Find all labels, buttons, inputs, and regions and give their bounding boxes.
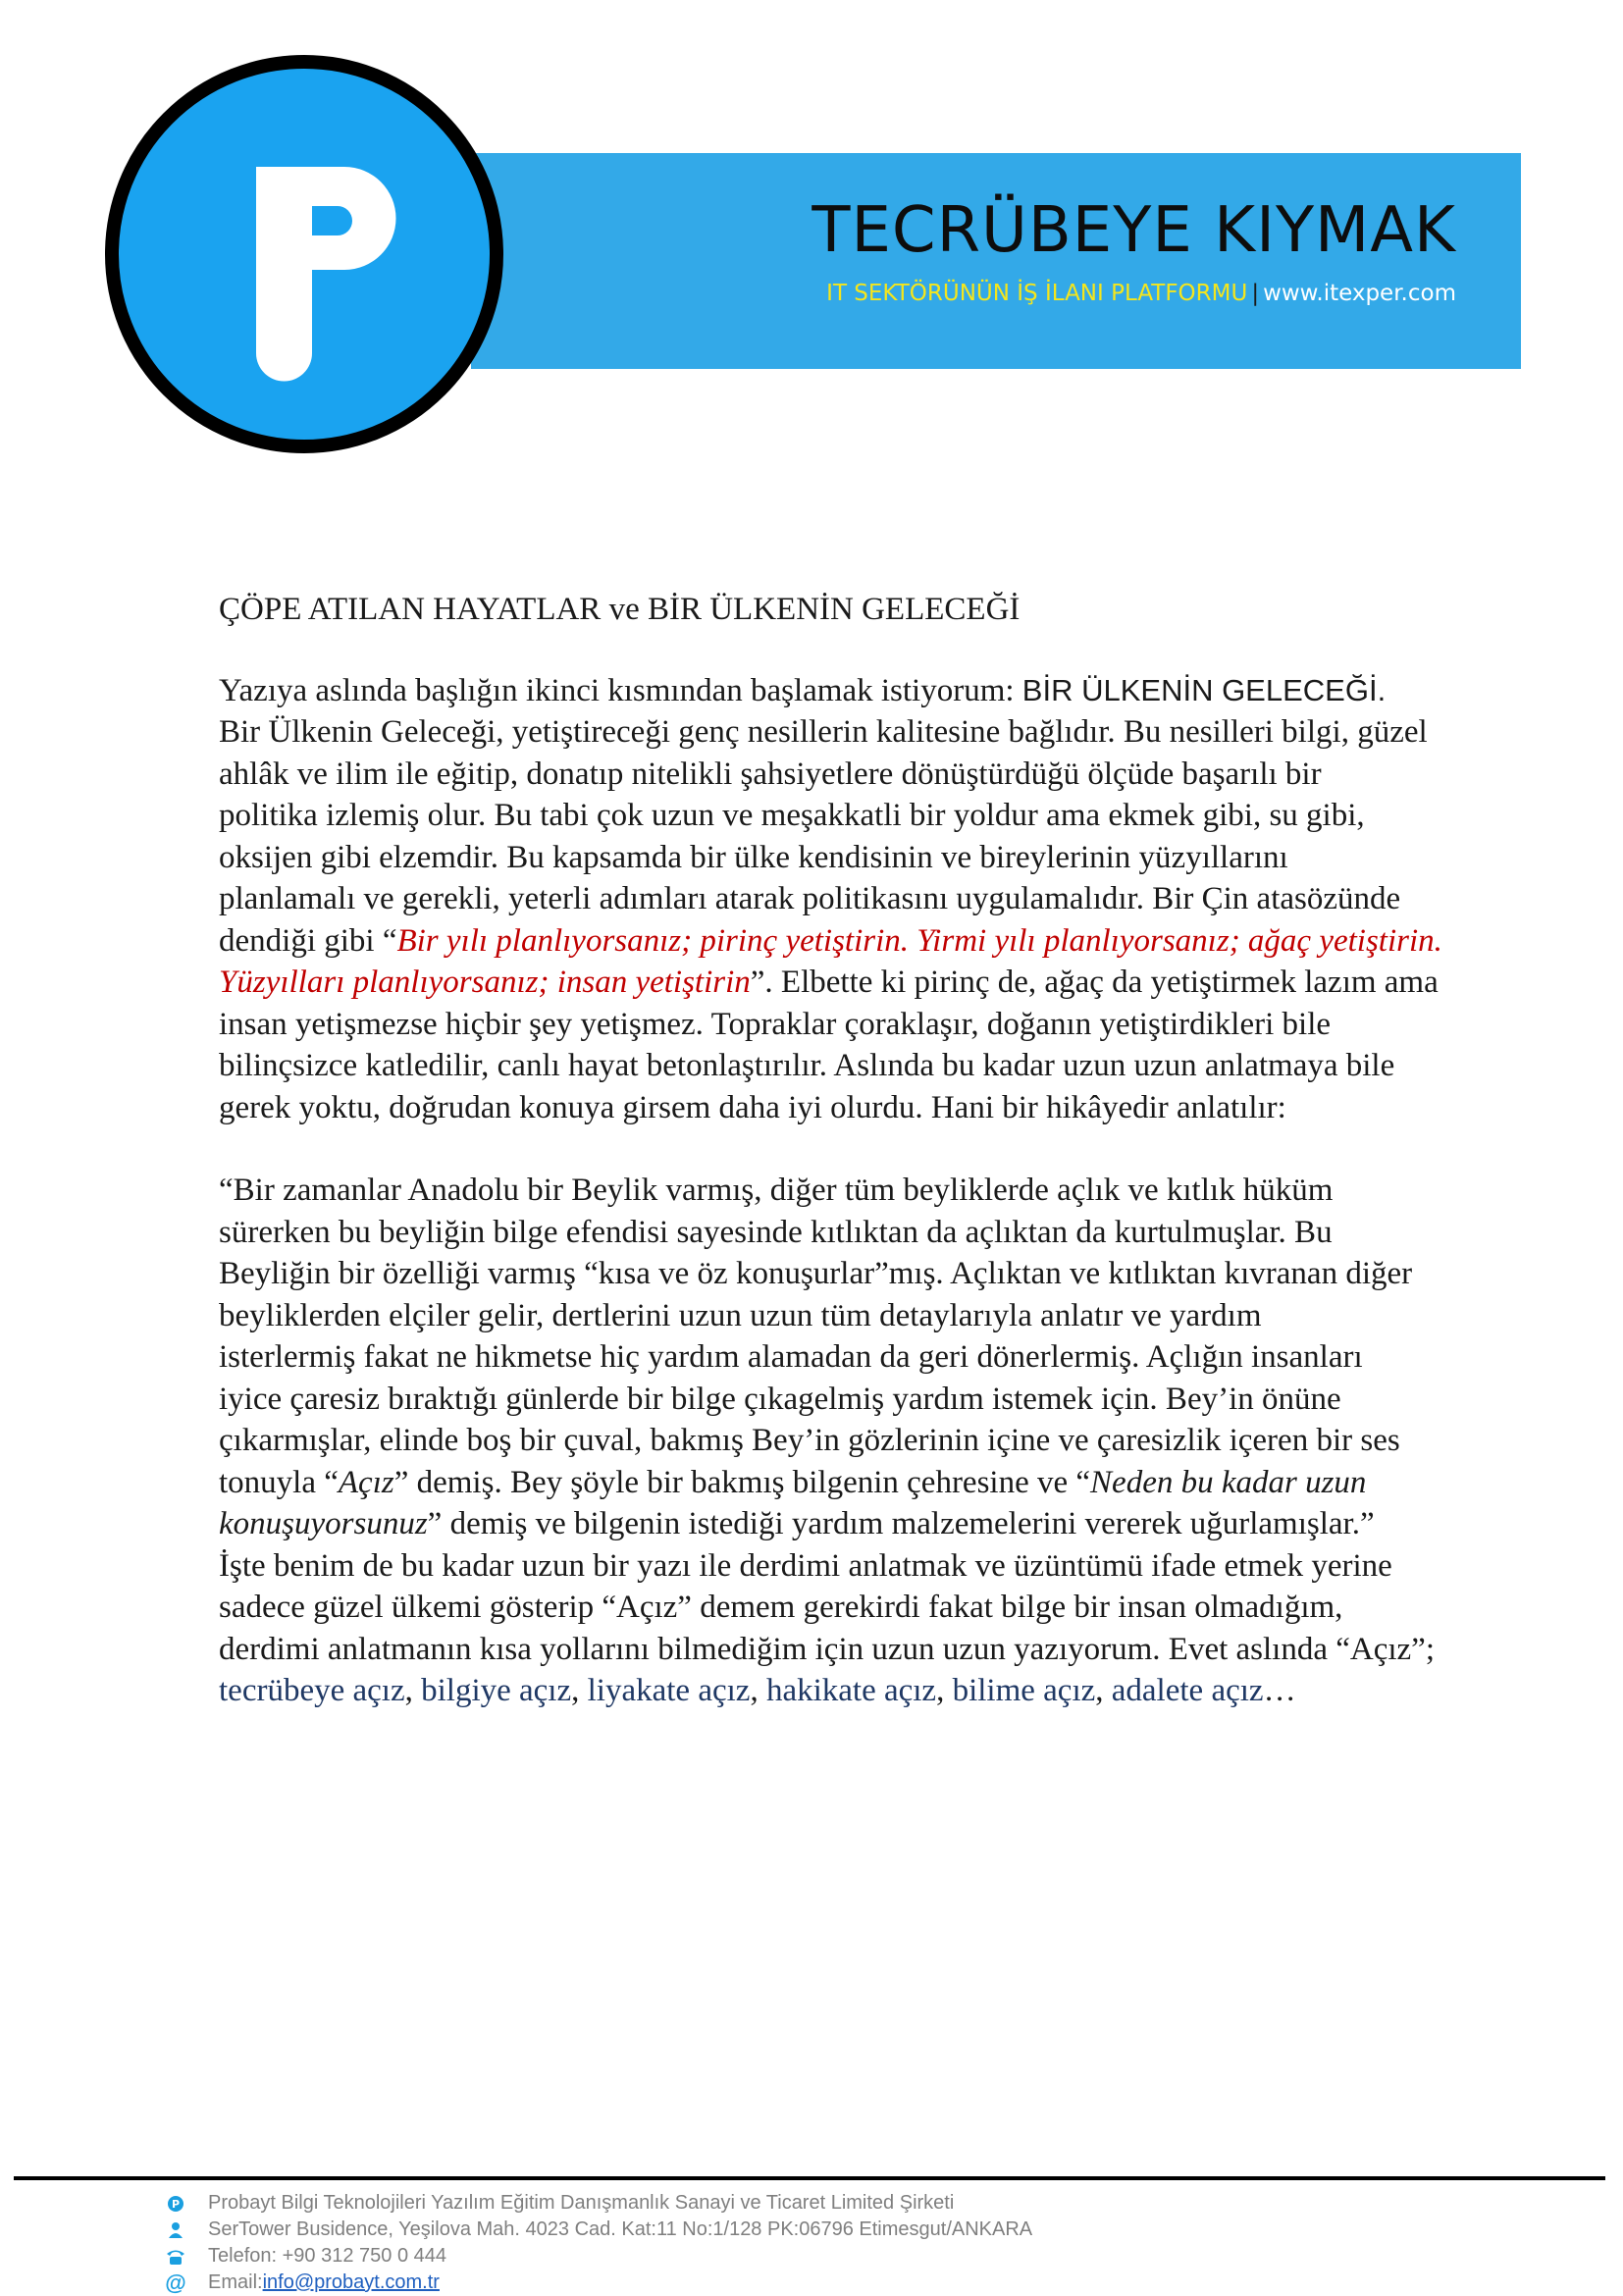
text-line: ahlâk ve ilim ile eğitip, donatıp nitelikli şahsiyetlere dönüştürdüğü ölçüde başarılı bir xyxy=(219,756,1322,792)
footer-phone: Telefon: +90 312 750 0 444 xyxy=(208,2245,446,2267)
text-line: oksijen gibi elzemdir. Bu kapsamda bir ülke kendisinin ve bireylerinin yüzyıllarını xyxy=(219,839,1288,875)
heading-reference: BİR ÜLKENİN GELECEĞİ. xyxy=(1021,672,1387,707)
text-line: beyliklerden elçiler gelir, dertlerini uzun uzun tüm detaylarıyla anlatır ve yardım xyxy=(219,1297,1262,1333)
svg-text:P: P xyxy=(171,2197,181,2211)
header-separator: | xyxy=(1251,281,1260,306)
closing-line: tecrübeye açız, bilgiye açız, liyakate açız, hakikate açız, bilime açız, adalete açız… xyxy=(219,1673,1296,1708)
header-url[interactable]: www.itexper.com xyxy=(1263,281,1456,306)
footer-address-row xyxy=(165,2217,1440,2243)
footer-company-row xyxy=(165,2190,1440,2217)
closing-phrase: bilgiye açız xyxy=(421,1673,572,1708)
text-line: iyice çaresiz bıraktığı günlerde bir bilge çıkagelmiş yardım istemek için. Bey’in önüne xyxy=(219,1381,1341,1417)
location-person-icon xyxy=(165,2219,186,2241)
text-line: Bir Ülkenin Geleceği, yetiştireceği genç nesillerin kalitesine bağlıdır. Bu nesilleri bilgi, güzel xyxy=(219,714,1428,750)
footer-company: Probayt Bilgi Teknolojileri Yazılım Eğitim Danışmanlık Sanayi ve Ticaret Limited Şirketi xyxy=(208,2192,955,2214)
text-line: konuşuyorsunuz” demiş ve bilgenin istediği yardım malzemelerini vererek uğurlamışlar.” xyxy=(219,1506,1375,1541)
text-line: derdimi anlatmanın kısa yollarını bilmediğim için uzun uzun yazıyorum. Evet aslında “Açız”; xyxy=(219,1631,1435,1667)
text-line: çıkarmışlar, elinde boş bir çuval, bakmış Bey’in gözlerinin içine ve çaresizlik içeren bir ses xyxy=(219,1423,1400,1458)
header-subtitle: IT SEKTÖRÜNÜN İŞ İLANI PLATFORMU xyxy=(826,281,1248,306)
italic-word: Açız xyxy=(338,1464,394,1500)
closing-phrase: tecrübeye açız xyxy=(219,1673,405,1708)
text-line: planlamalı ve gerekli, yeterli adımları atarak politikasını uygulamalıdır. Bir Çin atasözünde xyxy=(219,881,1401,916)
text-line: dendiği gibi “Bir yılı planlıyorsanız; pirinç yetiştirin. Yirmi yılı planlıyorsanız; ağaç yetiştirin. xyxy=(219,922,1442,959)
text-line: bilinçsizce katledilir, canlı hayat betonlaştırılır. Aslında bu kadar uzun uzun anlatmaya bile xyxy=(219,1048,1395,1083)
closing-phrase: bilime açız xyxy=(952,1673,1096,1708)
closing-phrase: adalete açız xyxy=(1111,1673,1264,1708)
document-body xyxy=(219,589,1514,1753)
text-line: Yazıya aslında başlığın ikinci kısmından başlamak istiyorum: BİR ÜLKENİN GELECEĞİ. xyxy=(219,672,1387,708)
footer-email-link[interactable]: info@probayt.com.tr xyxy=(262,2271,440,2293)
footer-divider xyxy=(14,2176,1605,2180)
header-subtitle-line xyxy=(826,281,1456,306)
italic-quote: Neden bu kadar uzun xyxy=(1090,1464,1367,1500)
paragraph-story xyxy=(219,1170,1514,1712)
text-line: sadece güzel ülkemi gösterip “Açız” demem gerekirdi fakat bilge bir insan olmadığım, xyxy=(219,1590,1343,1625)
logo xyxy=(104,54,504,454)
proverb-quote: Yüzyılları planlıyorsanız; insan yetiştirin xyxy=(219,965,751,1000)
text-line: gerek yoktu, doğrudan konuya girsem daha iyi olurdu. Hani bir hikâyedir anlatılır: xyxy=(219,1089,1286,1125)
footer-address: SerTower Busidence, Yeşilova Mah. 4023 Cad. Kat:11 No:1/128 PK:06796 Etimesgut/ANKARA xyxy=(208,2218,1033,2240)
at-sign-icon: @ xyxy=(165,2270,186,2295)
footer-email-label: Email: xyxy=(208,2271,263,2293)
text-line: isterlermiş fakat ne hikmetse hiç yardım alamadan da geri dönerlermiş. Açlığın insanları xyxy=(219,1339,1363,1375)
italic-quote: konuşuyorsunuz xyxy=(219,1506,428,1541)
document-title: ÇÖPE ATILAN HAYATLAR ve BİR ÜLKENİN GELECEĞİ xyxy=(219,592,1021,627)
footer xyxy=(165,2190,1440,2296)
proverb-quote: Bir yılı planlıyorsanız; pirinç yetiştirin. Yirmi yılı planlıyorsanız; ağaç yetiştirin. xyxy=(396,922,1442,959)
text-line: insan yetişmezse hiçbir şey yetişmez. Topraklar çoraklaşır, doğanın yetiştirdikleri bile xyxy=(219,1006,1332,1042)
text-line: politika izlemiş olur. Bu tabi çok uzun ve meşakkatli bir yoldur ama ekmek gibi, su gibi, xyxy=(219,798,1365,833)
probayt-logo-icon xyxy=(165,2193,186,2215)
text-line: Yüzyılları planlıyorsanız; insan yetiştirin”. Elbette ki pirinç de, ağaç da yetiştirmek lazım ama xyxy=(219,965,1439,1000)
text-line: “Bir zamanlar Anadolu bir Beylik varmış, diğer tüm beyliklerde açlık ve kıtlık hüküm xyxy=(219,1173,1334,1208)
text-line: Beyliğin bir özelliği varmış “kısa ve öz konuşurlar”mış. Açlıktan ve kıtlıktan kıvranan diğer xyxy=(219,1256,1413,1291)
paragraph-intro xyxy=(219,670,1514,1129)
footer-phone-row xyxy=(165,2243,1440,2270)
text-line: İşte benim de bu kadar uzun bir yazı ile derdimi anlatmak ve üzüntümü ifade etmek yerine xyxy=(219,1547,1392,1584)
phone-icon xyxy=(165,2246,186,2268)
closing-phrase: hakikate açız xyxy=(765,1673,937,1708)
footer-email-row xyxy=(165,2270,1440,2296)
header-banner xyxy=(471,153,1521,369)
text-line: tonuyla “Açız” demiş. Bey şöyle bir bakmış bilgenin çehresine ve “Neden bu kadar uzun xyxy=(219,1464,1367,1500)
closing-phrase: liyakate açız xyxy=(587,1673,751,1708)
header-title: TECRÜBEYE KIYMAK xyxy=(812,194,1456,267)
text-line: sürerken bu beyliğin bilge efendisi sayesinde kıtlıktan da açlıktan da kurtulmuşlar. Bu xyxy=(219,1214,1333,1250)
